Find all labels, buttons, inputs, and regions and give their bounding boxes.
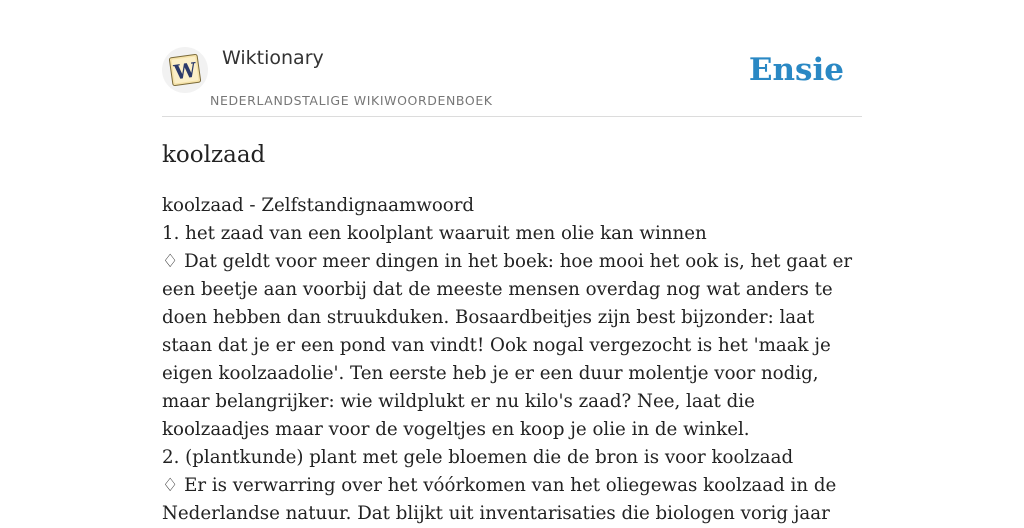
definition-1: 1. het zaad van een koolplant waaruit men olie kan winnen: [162, 223, 707, 244]
example-1: ♢ Dat geldt voor meer dingen in het boek: hoe mooi het ook is, het gaat er een beetje aan voorbij dat de meeste mensen overdag nog wat anders te doen hebben dan struukduken. Bosaardbeitjes zijn best bijzonder: laat staan dat je er een pond van vindt! Ook nogal vergezocht is het 'maak je eigen koolzaadolie'. Ten eerste heb je er een duur molentje voor nodig, maar belangrijker: wie wildplukt er nu kilo's zaad? Nee, laat die koolzaadjes maar voor de vogeltjes en koop je olie in de winkel.: [162, 251, 853, 440]
svg-text:W: W: [172, 57, 198, 85]
definition-2: 2. (plantkunde) plant met gele bloemen die de bron is voor koolzaad: [162, 447, 794, 468]
site-header: [162, 44, 862, 117]
site-subtitle: NEDERLANDSTALIGE WIKIWOORDENBOEK: [210, 93, 493, 108]
site-name[interactable]: Wiktionary: [222, 47, 324, 69]
entry-content: [162, 192, 867, 528]
example-2: ♢ Er is verwarring over het vóórkomen van het oliegewas koolzaad in de Nederlandse natuur. Dat blijkt uit inventarisaties die biologen vorig jaar: [162, 475, 837, 524]
ensie-brand-logo[interactable]: Ensie: [748, 52, 844, 88]
page-title: koolzaad: [162, 142, 266, 168]
entry-heading-line: koolzaad - Zelfstandignaamwoord: [162, 195, 475, 216]
wiktionary-logo-icon[interactable]: [162, 47, 208, 93]
